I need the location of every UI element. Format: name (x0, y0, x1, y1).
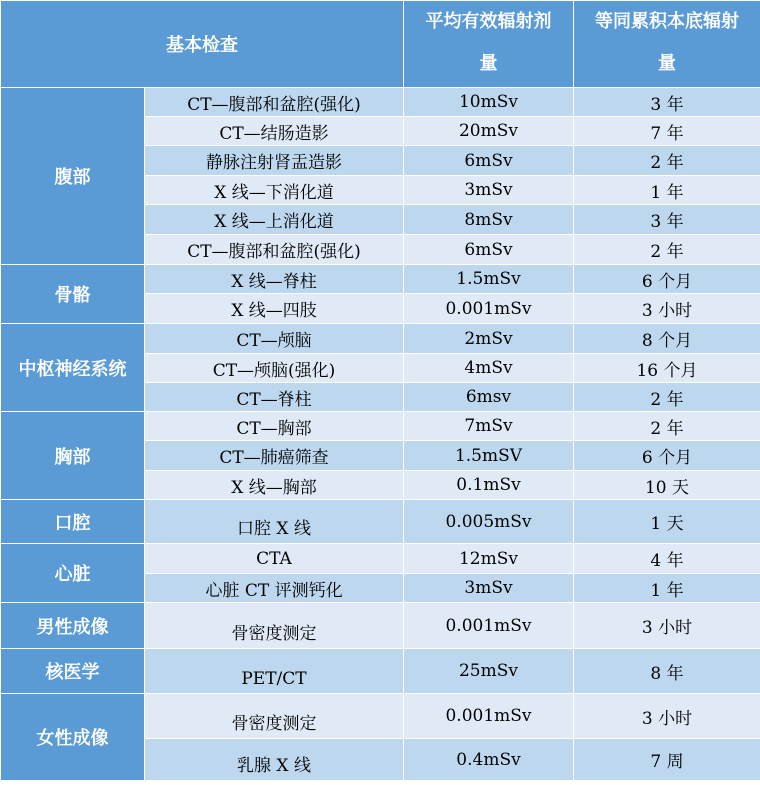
dose-cell: 12mSv (404, 544, 574, 574)
dose-cell: 0.1mSv (404, 471, 574, 500)
header-exam (1, 1, 404, 88)
background-equivalent-cell: 6 个月 (574, 265, 760, 294)
exam-cell: CT—腹部和盆腔(强化) (145, 88, 404, 117)
exam-cell: CT—胸部 (145, 412, 404, 441)
dose-cell: 20mSv (404, 117, 574, 146)
header-dose-line1: 平均有效辐射剂 (425, 11, 552, 32)
background-equivalent-cell: 3 年 (574, 88, 760, 117)
header-background (574, 1, 760, 88)
exam-cell: X 线—上消化道 (145, 205, 404, 235)
dose-cell: 3mSv (404, 176, 574, 205)
background-equivalent-cell: 2 年 (574, 383, 760, 412)
exam-cell: PET/CT (145, 649, 404, 694)
table-row (1, 324, 760, 354)
dose-cell: 3mSv (404, 574, 574, 603)
dose-cell: 0.001mSv (404, 694, 574, 739)
dose-cell: 2mSv (404, 324, 574, 354)
dose-cell: 1.5mSV (404, 441, 574, 471)
background-equivalent-cell: 4 年 (574, 544, 760, 574)
dose-cell: 7mSv (404, 412, 574, 441)
header-dose-line2: 量 (479, 53, 498, 74)
dose-cell: 0.001mSv (404, 603, 574, 649)
table-header (1, 1, 760, 88)
header-background-line1: 等同累积本底辐射 (595, 11, 739, 32)
background-equivalent-cell: 2 年 (574, 146, 760, 176)
exam-cell: 静脉注射肾盂造影 (145, 146, 404, 176)
dose-cell: 25mSv (404, 649, 574, 694)
dose-cell: 4mSv (404, 354, 574, 383)
exam-cell: 乳腺 X 线 (145, 739, 404, 781)
background-equivalent-cell: 7 年 (574, 117, 760, 146)
dose-cell: 8mSv (404, 205, 574, 235)
table-row (1, 412, 760, 441)
dose-cell: 6mSv (404, 235, 574, 265)
dose-cell: 6mSv (404, 146, 574, 176)
table-row (1, 88, 760, 117)
exam-cell: X 线—胸部 (145, 471, 404, 500)
table-row (1, 603, 760, 649)
category-cell: 心脏 (1, 544, 145, 603)
table-row (1, 544, 760, 574)
background-equivalent-cell: 6 个月 (574, 441, 760, 471)
background-equivalent-cell: 8 年 (574, 649, 760, 694)
exam-cell: CT—脊柱 (145, 383, 404, 412)
table-row (1, 265, 760, 294)
background-equivalent-cell: 1 天 (574, 500, 760, 544)
background-equivalent-cell: 3 年 (574, 205, 760, 235)
background-equivalent-cell: 8 个月 (574, 324, 760, 354)
exam-cell: X 线—四肢 (145, 294, 404, 324)
background-equivalent-cell: 7 周 (574, 739, 760, 781)
background-equivalent-cell: 3 小时 (574, 294, 760, 324)
background-equivalent-cell: 1 年 (574, 574, 760, 603)
category-cell: 腹部 (1, 88, 145, 265)
dose-cell: 10mSv (404, 88, 574, 117)
dose-cell: 1.5mSv (404, 265, 574, 294)
dose-cell: 0.005mSv (404, 500, 574, 544)
background-equivalent-cell: 1 年 (574, 176, 760, 205)
exam-cell: 骨密度测定 (145, 694, 404, 739)
category-cell: 男性成像 (1, 603, 145, 649)
header-exam-label: 基本检查 (166, 35, 238, 56)
exam-cell: CT—腹部和盆腔(强化) (145, 235, 404, 265)
category-cell: 核医学 (1, 649, 145, 694)
table-body (1, 88, 760, 781)
dose-cell: 0.001mSv (404, 294, 574, 324)
exam-cell: CT—结肠造影 (145, 117, 404, 146)
table-row (1, 500, 760, 544)
exam-cell: CT—颅脑 (145, 324, 404, 354)
exam-cell: X 线—脊柱 (145, 265, 404, 294)
background-equivalent-cell: 2 年 (574, 412, 760, 441)
background-equivalent-cell: 2 年 (574, 235, 760, 265)
exam-cell: X 线—下消化道 (145, 176, 404, 205)
exam-cell: CTA (145, 544, 404, 574)
background-equivalent-cell: 10 天 (574, 471, 760, 500)
table-row (1, 694, 760, 739)
category-cell: 口腔 (1, 500, 145, 544)
category-cell: 中枢神经系统 (1, 324, 145, 412)
exam-cell: 心脏 CT 评测钙化 (145, 574, 404, 603)
exam-cell: 骨密度测定 (145, 603, 404, 649)
category-cell: 胸部 (1, 412, 145, 500)
background-equivalent-cell: 3 小时 (574, 694, 760, 739)
dose-cell: 6msv (404, 383, 574, 412)
background-equivalent-cell: 3 小时 (574, 603, 760, 649)
exam-cell: CT—颅脑(强化) (145, 354, 404, 383)
dose-cell: 0.4mSv (404, 739, 574, 781)
background-equivalent-cell: 16 个月 (574, 354, 760, 383)
header-dose (404, 1, 574, 88)
category-cell: 女性成像 (1, 694, 145, 781)
exam-cell: 口腔 X 线 (145, 500, 404, 544)
category-cell: 骨骼 (1, 265, 145, 324)
header-background-line2: 量 (658, 53, 676, 74)
table-row (1, 649, 760, 694)
exam-cell: CT—肺癌筛查 (145, 441, 404, 471)
